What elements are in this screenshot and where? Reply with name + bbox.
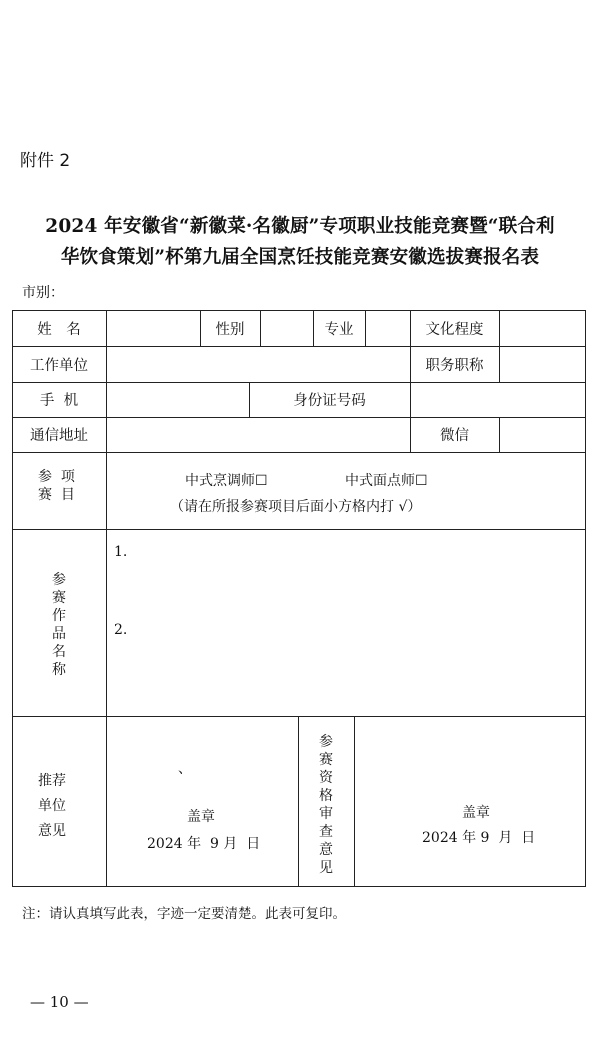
- city-label: 市别：: [22, 285, 64, 301]
- works-label: 参 赛 作 品 名 称: [52, 572, 66, 678]
- date-right: 2024 年 9 月 日: [422, 830, 536, 846]
- event-label-line-b: 赛 目: [38, 487, 75, 503]
- wechat-label: 微信: [440, 428, 469, 444]
- wechat-field[interactable]: [500, 418, 585, 452]
- employer-field[interactable]: [107, 347, 410, 382]
- id-number-field[interactable]: [411, 383, 585, 417]
- major-label: 专业: [324, 321, 354, 338]
- phone-label: 手 机: [39, 393, 79, 409]
- date-left: 2024 年 9 月 日: [147, 836, 261, 852]
- table-line: [12, 886, 586, 887]
- job-title-label: 职务职称: [425, 357, 484, 374]
- name-label: 姓 名: [37, 321, 81, 338]
- event-label-line-a: 参 项: [38, 469, 75, 485]
- address-field[interactable]: [107, 418, 410, 452]
- job-title-field[interactable]: [500, 347, 585, 382]
- option-chinese-pastry[interactable]: 中式面点师☐: [345, 473, 428, 489]
- table-line: [585, 310, 586, 887]
- option-chinese-cook[interactable]: 中式烹调师☐: [185, 473, 268, 489]
- works-item-2[interactable]: 2.: [114, 622, 128, 638]
- recommend-label-line-1: 推荐: [38, 773, 66, 789]
- review-label: 参 赛 资 格 审 查 意 见: [319, 734, 333, 876]
- recommend-label-line-3: 意见: [38, 823, 66, 839]
- footnote: 注：请认真填写此表，字迹一定要清楚。此表可复印。: [22, 906, 346, 922]
- employer-label: 工作单位: [30, 357, 88, 374]
- recommend-label-line-2: 单位: [38, 798, 66, 814]
- works-item-1[interactable]: 1.: [114, 544, 128, 560]
- table-line: [298, 716, 299, 886]
- education-label: 文化程度: [425, 321, 484, 338]
- event-instruction: （请在所报参赛项目后面小方格内打 √）: [170, 499, 422, 515]
- seal-left: 盖章: [187, 809, 215, 825]
- form-title-line-1: 2024 年安徽省“新徽菜·名徽厨”专项职业技能竞赛暨“联合利: [45, 216, 555, 237]
- name-field[interactable]: [107, 311, 200, 346]
- table-line: [12, 452, 586, 453]
- phone-field[interactable]: [107, 383, 249, 417]
- gender-label: 性别: [215, 321, 245, 338]
- table-line: [12, 716, 586, 717]
- table-line: [354, 716, 355, 886]
- education-field[interactable]: [500, 311, 585, 346]
- major-field[interactable]: [366, 311, 410, 346]
- attachment-label: 附件 2: [20, 151, 71, 171]
- form-title-line-2: 华饮食策划”杯第九届全国烹饪技能竞赛安徽选拔赛报名表: [60, 247, 540, 268]
- id-number-label: 身份证号码: [293, 393, 366, 409]
- table-line: [12, 529, 586, 530]
- address-label: 通信地址: [30, 428, 88, 444]
- page-number: — 10 —: [30, 993, 89, 1011]
- seal-right: 盖章: [462, 805, 490, 821]
- gender-field[interactable]: [261, 311, 313, 346]
- tick-mark: 、: [178, 761, 192, 777]
